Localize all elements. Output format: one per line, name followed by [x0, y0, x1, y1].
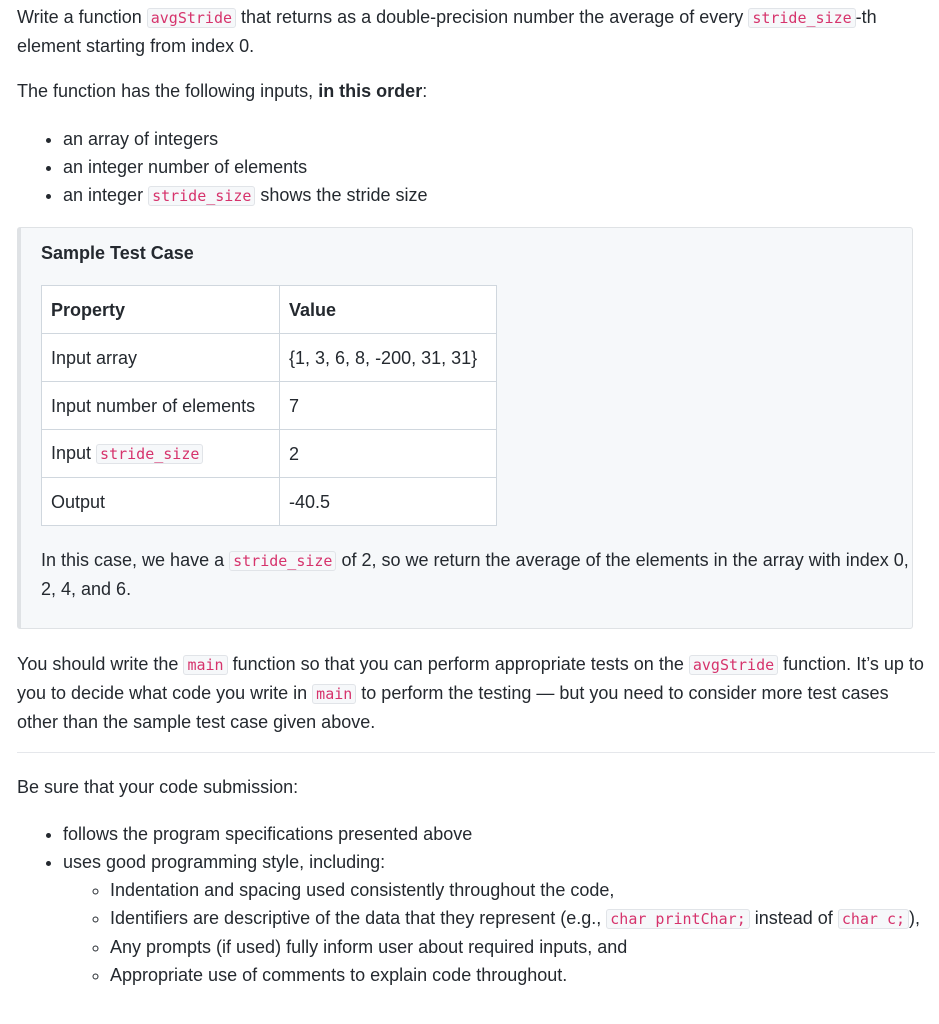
order-bold-text: in this order	[318, 81, 423, 101]
tests-text-2: function so that you can perform appropriate tests on the	[227, 654, 689, 674]
item-text: shows the stride size	[255, 185, 428, 205]
intro-text-1: Write a function	[17, 7, 147, 27]
order-text-1: The function has the following inputs,	[17, 81, 319, 101]
list-item: ◦ Indentation and spacing used consistently throughout the code,	[110, 876, 933, 904]
intro-text-2: that returns as a double-precision number the average of every	[236, 7, 749, 27]
intro-paragraph	[17, 3, 932, 60]
value-cell: 2	[280, 430, 497, 478]
sample-explanation	[41, 546, 911, 603]
main-code: main	[183, 655, 227, 675]
tests-text-4: to perform the testing — but you need to consider more test cases other than the sample test case given above.	[17, 683, 889, 732]
function-name-code: avgStride	[689, 655, 778, 675]
requirements-list	[17, 820, 933, 989]
function-name-code: avgStride	[147, 8, 236, 28]
style-sublist	[63, 876, 933, 989]
stride-size-code: stride_size	[748, 8, 855, 28]
order-text-2: :	[422, 81, 428, 101]
property-cell: Output	[42, 478, 280, 526]
note-text-2: of 2, so we return the average of the elements in the array with index 0, 2, 4, and 6.	[41, 550, 909, 599]
inputs-order-paragraph	[17, 77, 427, 105]
list-item	[63, 181, 913, 210]
value-cell: 7	[280, 382, 497, 430]
item-text: Identifiers are descriptive of the data that they represent (e.g.,	[110, 908, 607, 928]
tests-text-1: You should write the	[17, 654, 184, 674]
list-item: • an array of integers	[63, 125, 913, 153]
submission-intro: Be sure that your code submission:	[17, 777, 299, 797]
intro-text-3: -th element starting from index 0.	[17, 7, 877, 56]
example-code: char c;	[838, 909, 909, 929]
list-item: • follows the program specifications presented above	[63, 820, 933, 848]
table-row	[42, 430, 497, 478]
stride-size-code: stride_size	[96, 444, 203, 464]
sample-heading: Sample Test Case	[41, 243, 194, 263]
divider	[17, 752, 935, 753]
sample-test-case-block	[17, 227, 913, 629]
tests-text-3: function. It’s up to you to decide what code you write in	[17, 654, 924, 703]
property-cell: Input array	[42, 334, 280, 382]
column-header-value: Value	[280, 286, 497, 334]
property-cell	[42, 430, 280, 478]
property-cell: Input number of elements	[42, 382, 280, 430]
list-item: ◦ Appropriate use of comments to explain code throughout.	[110, 961, 933, 989]
list-item: • an integer number of elements	[63, 153, 913, 181]
stride-size-code: stride_size	[148, 186, 255, 206]
test-case-table	[41, 285, 497, 526]
testing-paragraph	[17, 650, 932, 736]
table-row	[42, 382, 497, 430]
item-text: ),	[909, 908, 921, 928]
property-text: Input	[51, 443, 97, 463]
note-text-1: In this case, we have a	[41, 550, 230, 570]
list-item: ◦ Any prompts (if used) fully inform user about required inputs, and	[110, 933, 933, 961]
list-item	[63, 848, 933, 989]
item-text: instead of	[749, 908, 838, 928]
stride-size-code: stride_size	[229, 551, 336, 571]
table-row	[42, 478, 497, 526]
list-item	[110, 904, 933, 933]
value-cell: -40.5	[280, 478, 497, 526]
item-text: uses good programming style, including:	[63, 852, 386, 872]
table-row	[42, 334, 497, 382]
main-code: main	[312, 684, 356, 704]
inputs-list	[17, 125, 913, 210]
table-header-row	[42, 286, 497, 334]
value-cell: {1, 3, 6, 8, -200, 31, 31}	[280, 334, 497, 382]
example-code: char printChar;	[606, 909, 749, 929]
item-text: an integer	[63, 185, 149, 205]
column-header-property: Property	[42, 286, 280, 334]
